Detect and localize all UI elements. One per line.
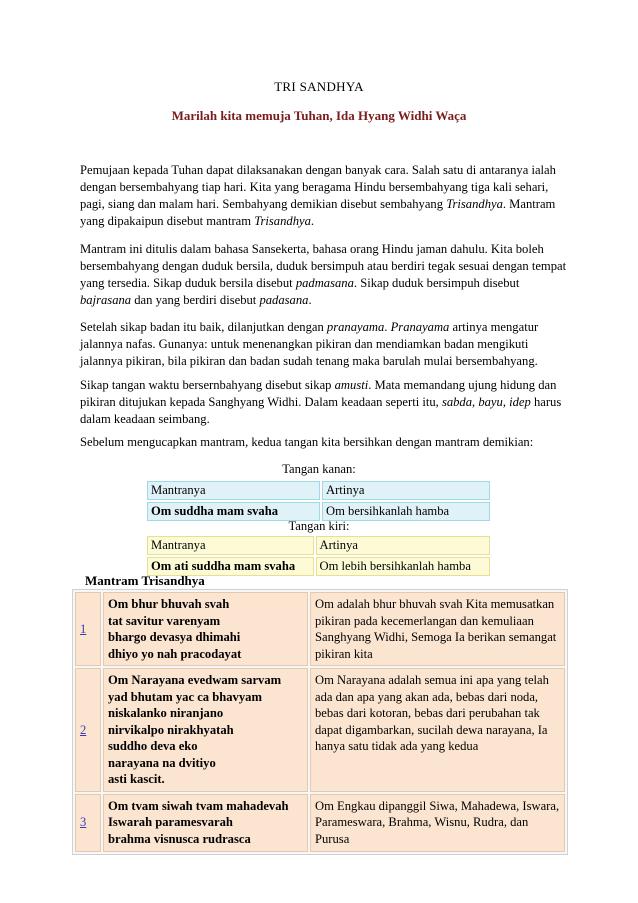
page-title: TRI SANDHYA [274,79,364,94]
right-hand-caption: Tangan kanan: [282,462,356,476]
meaning-cell: Om bersihkanlah hamba [322,502,490,521]
mantram-section-label: Mantram Trisandhya [85,573,205,588]
text: . Mata memandang ujung hidung dan pikiran ditujukan kepada Sanghyang Widhi. Dalam keadaan seperti itu, [80,378,557,409]
paragraph-4 [80,377,570,428]
page-subtitle: Marilah kita memuja Tuhan, Ida Hyang Widhi Waça [171,108,467,123]
text: . Sikap duduk bersimpuh disebut [353,276,520,290]
table-header-row [147,481,490,500]
term-trisandhya: Trisandhya [254,214,311,228]
mantra-cell [103,592,308,666]
header-meaning: Artinya [316,536,490,555]
table-row [75,794,565,852]
text: . [308,293,312,307]
text: , [472,395,479,409]
paragraph-1 [80,162,570,230]
mantram-trisandhya-table [72,589,568,855]
mantra-line: brahma visnusca rudrasca [108,831,251,846]
right-hand-table [145,479,492,523]
paragraph-2 [80,241,570,309]
text: Setelah sikap badan itu baik, dilanjutkan dengan [80,320,327,334]
text: harus dalam keadaan seimbang. [80,395,562,426]
table-row [75,668,565,792]
paragraph-5: Sebelum mengucapkan mantram, kedua tangan kita bersihkan dengan mantram demikian: [80,435,534,449]
mantra-line: Om bhur bhuvah svah [108,597,230,611]
mantra-line: Iswarah paramesvarah [108,815,233,829]
paragraph-3 [80,319,570,370]
mantra-line: dhiyo yo nah pracodayat [108,646,242,661]
text: dan yang berdiri disebut [131,293,260,307]
mantra-cell: Om suddha mam svaha [147,502,320,521]
text: . [384,320,391,334]
meaning-cell: Om lebih bersihkanlah hamba [316,557,490,576]
header-mantra: Mantranya [147,481,320,500]
left-hand-caption: Tangan kiri: [288,519,350,533]
text: , [502,395,510,409]
mantra-line: Om Narayana evedwam sarvam [108,673,282,687]
mantra-cell [103,794,308,852]
row-number-link[interactable]: 2 [75,668,101,792]
mantra-line: tat savitur varenyam [108,613,221,628]
text: artinya mengatur jalannya nafas. Gunanya: untuk menenangkan pikiran dan mendiamkan badan mengikuti jalannya pikiran, bila pikiran dan badan sudah tenang maka barulah mulai bersembahyang. [80,320,539,368]
meaning-cell: Om Narayana adalah semua ini apa yang telah ada dan apa yang akan ada, bebas dari noda, bebas dari kotoran, bebas dari perubahan tak dapat digambarkan, sucilah dewa narayana, Ia hanya satu tidak ada yang kedua [310,668,565,792]
row-number-link[interactable]: 1 [75,592,101,666]
term-idep: idep [509,395,531,409]
term-padmasana: padmasana [295,276,354,290]
term-pranayama: pranayama [326,320,385,334]
mantra-cell [103,668,308,792]
mantra-cell: Om ati suddha mam svaha [147,557,314,576]
mantra-line: narayana na dvitiyo [108,755,216,770]
text: . Mantram yang dipakaipun disebut mantram [80,197,556,228]
row-number-link[interactable]: 3 [75,794,101,852]
term-padasana: padasana [259,293,309,307]
table-row [75,592,565,666]
text: Pemujaan kepada Tuhan dapat dilaksanakan dengan banyak cara. Salah satu di antaranya ialah dengan bersembahyang tiap hari. Kita yang beragama Hindu bersembahyang tiga kali sehari, pagi, siang dan malam hari. Sembahyang demikian disebut sembahyang [80,163,556,211]
term-sabda: sabda [441,395,473,409]
header-meaning: Artinya [322,481,490,500]
term-trisandhya: Trisandhya [446,197,503,211]
mantra-line: bhargo devasya dhimahi [108,630,241,644]
mantra-line: yad bhutam yac ca bhavyam [108,689,262,704]
text: Sikap tangan waktu bersernbahyang disebut sikap [80,378,335,392]
table-header-row [147,536,490,555]
left-hand-table [145,534,492,578]
mantra-line: nirvikalpo nirakhyatah [108,722,234,737]
text: Mantram ini ditulis dalam bahasa Sansekerta, bahasa orang Hindu jaman dahulu. Kita boleh bersembahyang dengan duduk bersila, duduk bersimpuh atau berdiri tegak sesuai dengan tempat yang tersedia. Sikap duduk bersila disebut [80,242,567,290]
term-pranayama: Pranayama [390,320,450,334]
term-bayu: bayu [478,395,503,409]
header-mantra: Mantranya [147,536,314,555]
meaning-cell: Om adalah bhur bhuvah svah Kita memusatkan pikiran pada kecemerlangan dan kemuliaan Sanghyang Widhi, Semoga Ia berikan semangat pikiran kita [310,592,565,666]
text: . [310,214,315,228]
mantra-line: asti kascit. [108,772,165,786]
term-amusti: amusti [334,378,369,392]
mantra-line: Om tvam siwah tvam mahadevah [108,798,289,813]
term-bajrasana: bajrasana [80,293,132,307]
meaning-cell: Om Engkau dipanggil Siwa, Mahadewa, Iswara, Parameswara, Brahma, Wisnu, Rudra, dan Purusa [310,794,565,852]
mantra-line: niskalanko niranjano [108,706,224,720]
mantra-line: suddho deva eko [108,739,198,753]
